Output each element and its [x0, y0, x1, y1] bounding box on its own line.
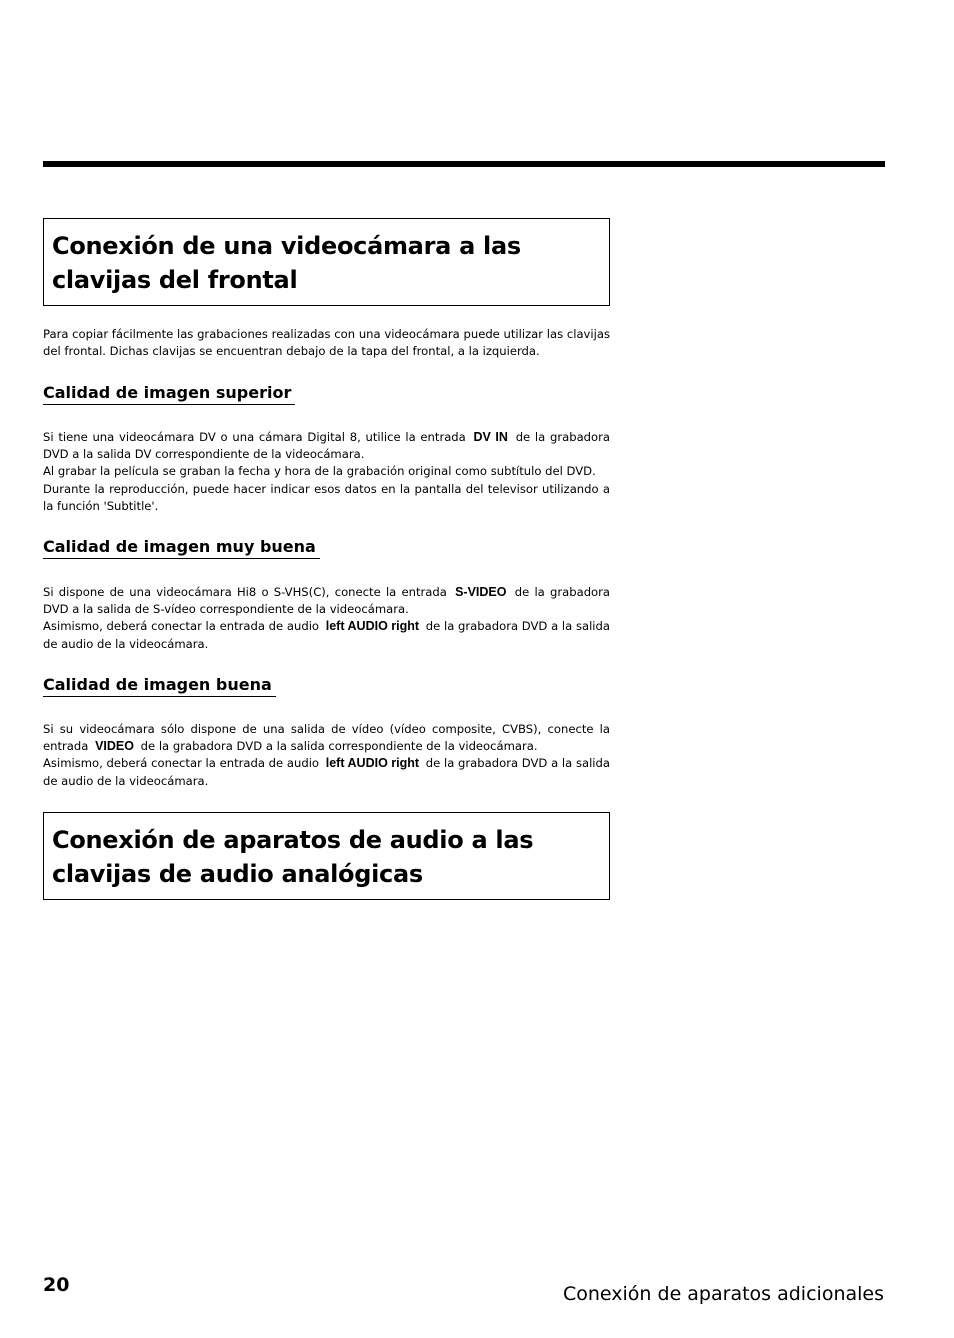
- section-title: Conexión de una videocámara a las clavijas del frontal: [52, 232, 521, 294]
- section-title-box: [43, 218, 610, 306]
- text: Si su videocámara sólo dispone de una salida de vídeo (vídeo composite, CVBS), conecte la entrada: [43, 722, 610, 754]
- text: Asimismo, deberá conectar la entrada de audio: [43, 619, 320, 634]
- text: de la grabadora DVD a la salida de S-vídeo correspondiente de la videocámara.: [43, 585, 611, 617]
- section-title: Conexión de aparatos de audio a las clavijas de audio analógicas: [52, 826, 534, 888]
- subheading-superior: Calidad de imagen superior: [43, 383, 295, 405]
- paragraph-buena: [43, 721, 610, 790]
- paragraph-superior: [43, 429, 610, 515]
- input-label-dv-in: DV IN: [473, 430, 508, 444]
- text: de la grabadora DVD a la salida de audio de la videocámara.: [43, 619, 610, 651]
- text: Al grabar la película se graban la fecha y hora de la grabación original como subtítulo del DVD.: [43, 464, 596, 479]
- top-rule: [43, 161, 885, 167]
- text: de la grabadora DVD a la salida DV correspondiente de la videocámara.: [43, 430, 611, 462]
- input-label-video: VIDEO: [95, 739, 134, 754]
- text: de la grabadora DVD a la salida correspondiente de la videocámara.: [140, 739, 538, 754]
- text: Si dispone de una videocámara Hi8 o S-VHS(C), conecte la entrada: [43, 585, 447, 599]
- text: Durante la reproducción, puede hacer indicar esos datos en la pantalla del televisor utilizando a la función 'Subtitle'.: [43, 481, 610, 513]
- subheading-muy-buena: Calidad de imagen muy buena: [43, 537, 320, 559]
- input-label-audio: left AUDIO right: [325, 619, 420, 634]
- text: Asimismo, deberá conectar la entrada de audio: [43, 756, 320, 771]
- paragraph-muy-buena: [43, 584, 610, 653]
- input-label-audio: left AUDIO right: [325, 756, 420, 771]
- text: Si tiene una videocámara DV o una cámara Digital 8, utilice la entrada: [43, 430, 466, 444]
- input-label-s-video: S-VIDEO: [455, 585, 507, 599]
- footer-section-name: Conexión de aparatos adicionales: [562, 1283, 884, 1305]
- text: de la grabadora DVD a la salida de audio de la videocámara.: [43, 756, 610, 788]
- intro-paragraph: Para copiar fácilmente las grabaciones realizadas con una videocámara puede utilizar las clavijas del frontal. Dichas clavijas se encuentran debajo de la tapa del frontal, a la izquierda.: [43, 327, 610, 359]
- section-title-box: [43, 812, 610, 900]
- page-number: 20: [43, 1274, 70, 1296]
- subheading-buena: Calidad de imagen buena: [43, 675, 276, 697]
